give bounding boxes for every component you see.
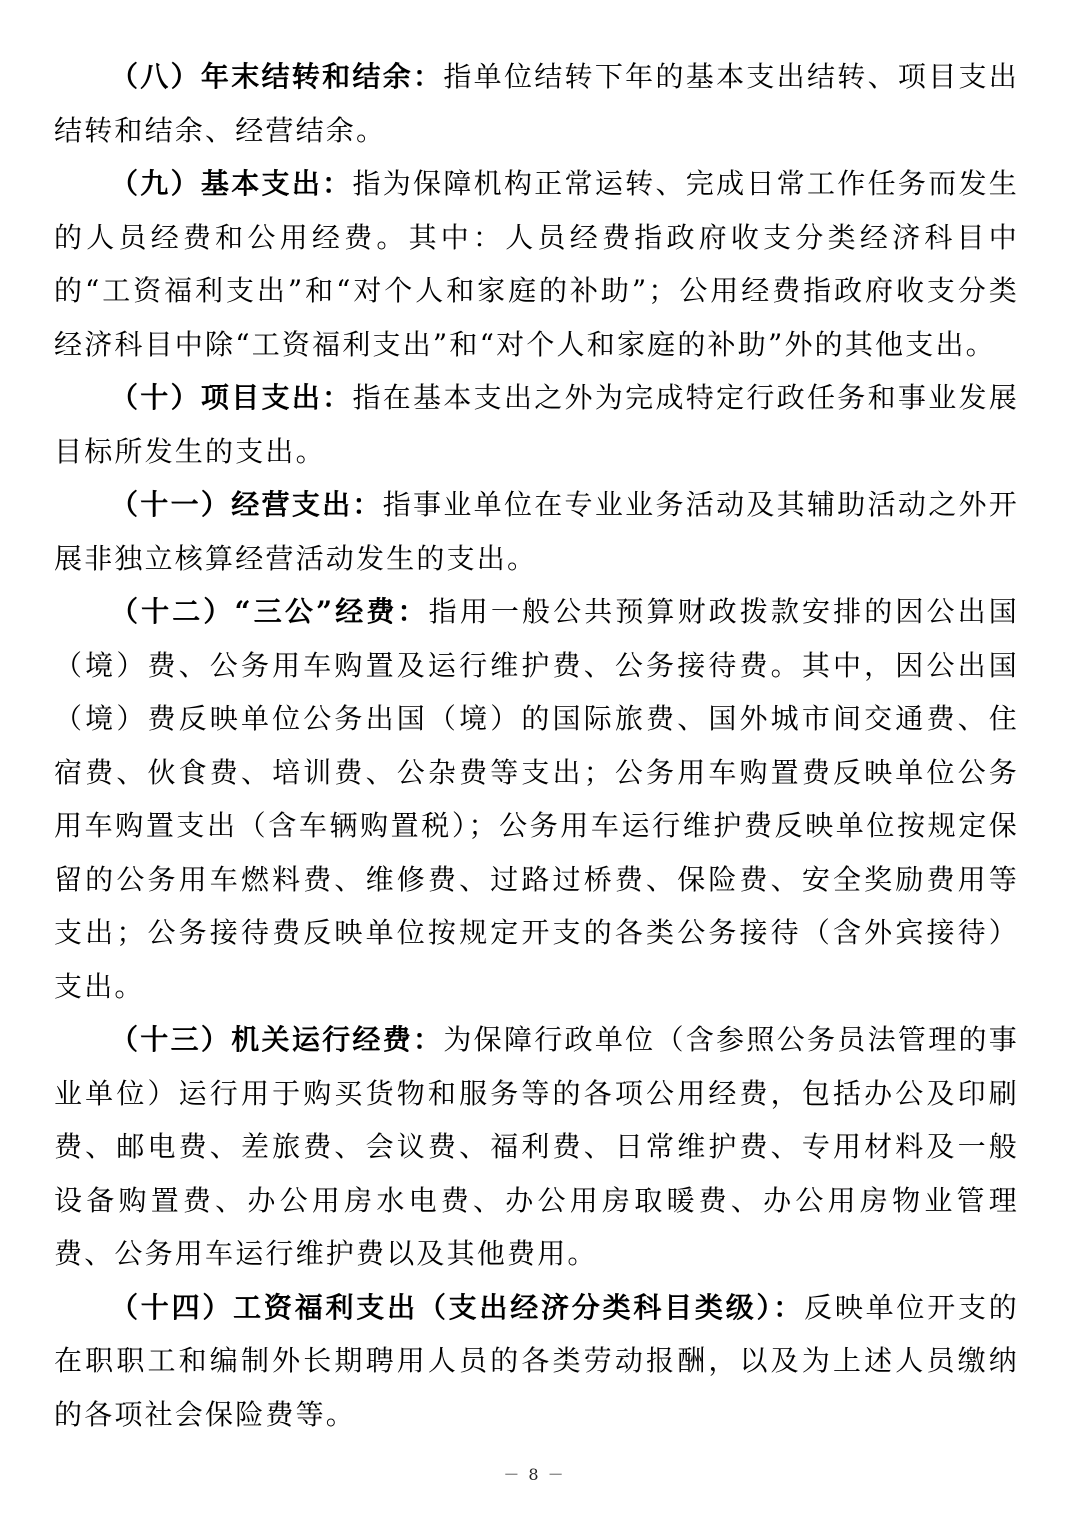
- term-heading: （十二）“三公”经费：: [110, 595, 429, 628]
- paragraph-9: [54, 157, 1019, 371]
- document-page: [54, 50, 1019, 1441]
- paragraph-11: [54, 478, 1019, 585]
- term-definition: 指单位结转下年的基本支出结转、项目支出结转和结余、经营结余。: [54, 60, 1019, 147]
- term-heading: （八）年末结转和结余：: [110, 60, 444, 93]
- paragraph-14: [54, 1281, 1019, 1442]
- paragraph-12: [54, 585, 1019, 1013]
- term-definition: 指事业单位在专业业务活动及其辅助活动之外开展非独立核算经营活动发生的支出。: [54, 488, 1019, 575]
- term-heading: （十）项目支出：: [110, 381, 353, 414]
- term-heading: （九）基本支出：: [110, 167, 353, 200]
- term-heading: （十四）工资福利支出（支出经济分类科目类级）：: [110, 1290, 805, 1324]
- paragraph-8: [54, 50, 1019, 157]
- term-definition: 反映单位开支的在职职工和编制外长期聘用人员的各类劳动报酬，以及为上述人员缴纳的各项社会保险费等。: [54, 1290, 1019, 1431]
- term-heading: （十三）机关运行经费：: [110, 1023, 444, 1056]
- paragraph-13: [54, 1013, 1019, 1281]
- term-definition: 指在基本支出之外为完成特定行政任务和事业发展目标所发生的支出。: [54, 381, 1020, 468]
- term-heading: （十一）经营支出：: [110, 488, 383, 521]
- term-definition: 为保障行政单位（含参照公务员法管理的事业单位）运行用于购买货物和服务等的各项公用经费，包括办公及印刷费、邮电费、差旅费、会议费、福利费、日常维护费、专用材料及一般设备购置费、办公用房水电费、办公用房取暖费、办公用房物业管理费、公务用车运行维护费以及其他费用。: [54, 1023, 1019, 1270]
- term-definition: 指用一般公共预算财政拨款安排的因公出国（境）费、公务用车购置及运行维护费、公务接待费。其中，因公出国（境）费反映单位公务出国（境）的国际旅费、国外城市间交通费、住宿费、伙食费、培训费、公杂费等支出；公务用车购置费反映单位公务用车购置支出（含车辆购置税）；公务用车运行维护费反映单位按规定保留的公务用车燃料费、维修费、过路过桥费、保险费、安全奖励费用等支出；公务接待费反映单位按规定开支的各类公务接待（含外宾接待）支出。: [54, 595, 1019, 1003]
- term-definition: 指为保障机构正常运转、完成日常工作任务而发生的人员经费和公用经费。其中：人员经费指政府收支分类经济科目中的“工资福利支出”和“对个人和家庭的补助”；公用经费指政府收支分类经济科目中除“工资福利支出”和“对个人和家庭的补助”外的其他支出。: [54, 167, 1020, 361]
- page-number: － 8 －: [503, 1465, 566, 1484]
- paragraph-10: [54, 371, 1019, 478]
